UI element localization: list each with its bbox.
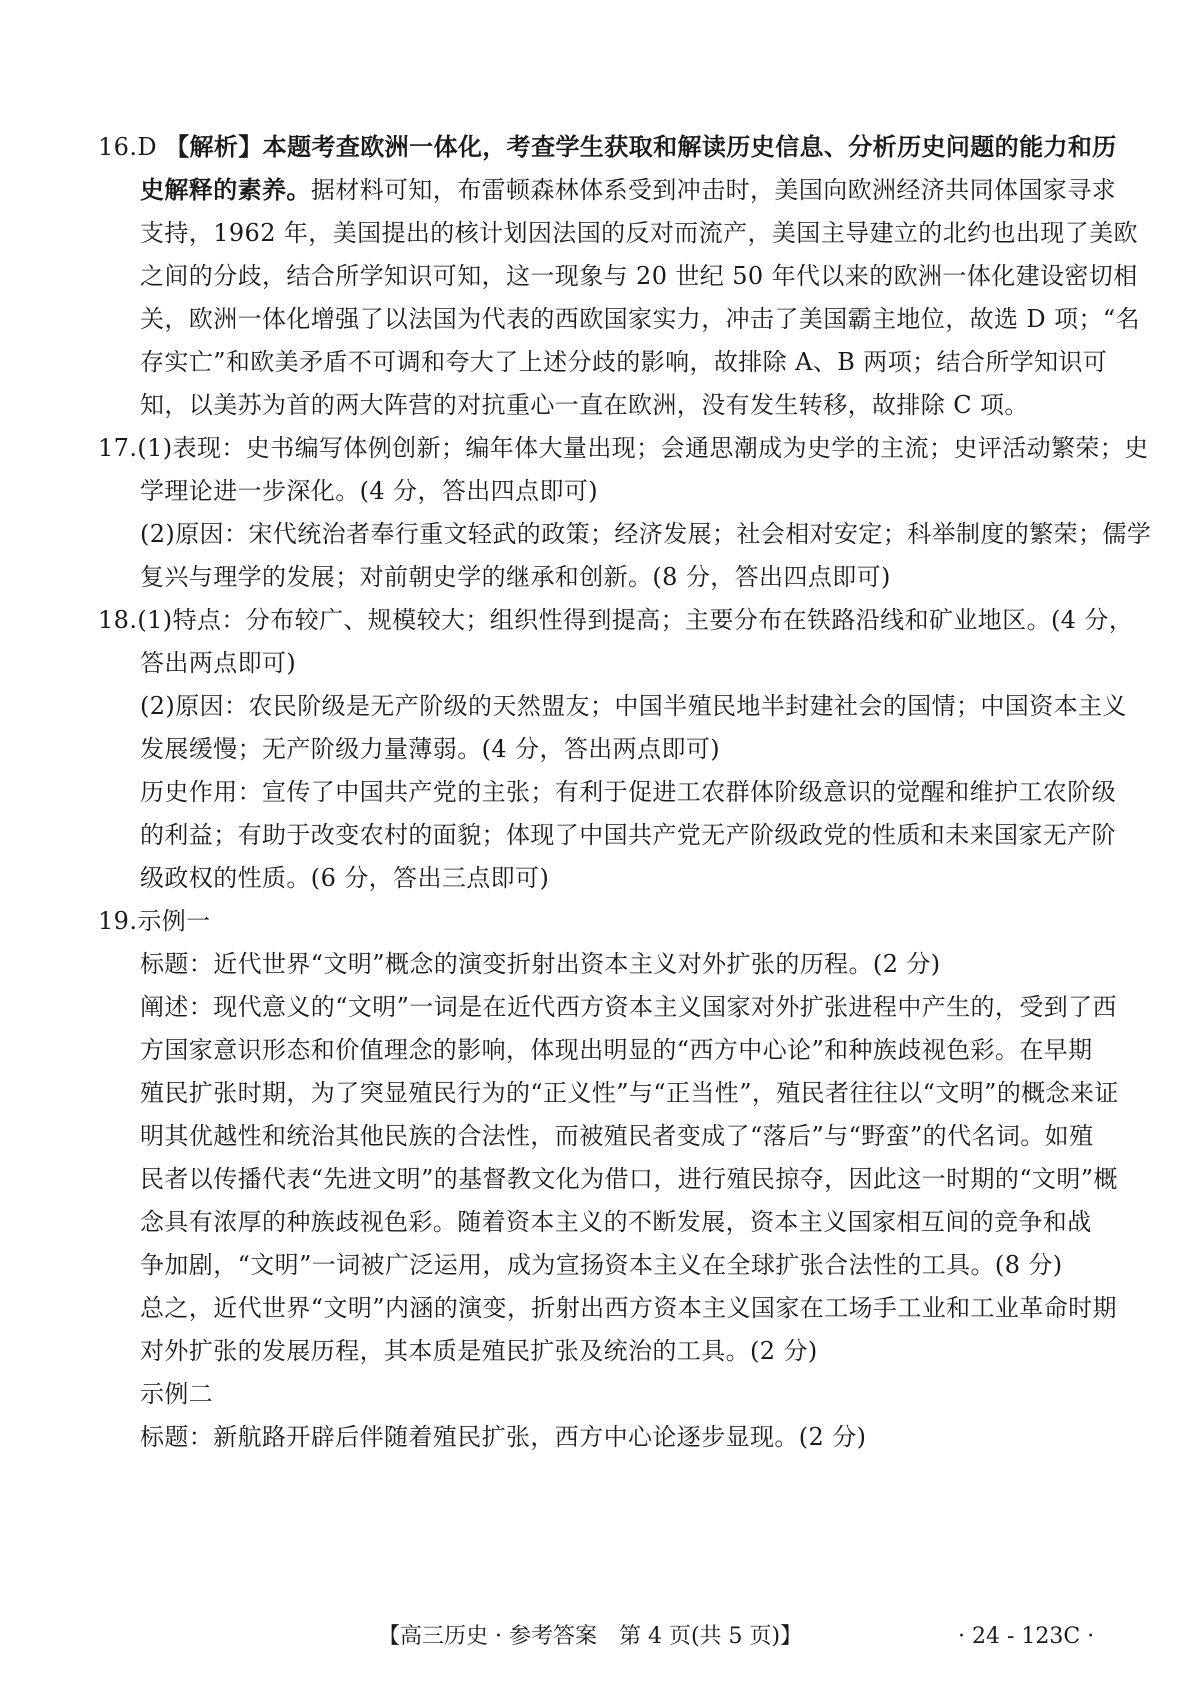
q17-part2-line-1: (2)原因：宋代统治者奉行重文轻武的政策；经济发展；社会相对安定；科举制度的繁荣；儒学 — [140, 520, 1152, 548]
q19-example1-body-7: 争加剧，“文明”一词被广泛运用，成为宣扬资本主义在全球扩张合法性的工具。(8 分) — [140, 1251, 1063, 1279]
q17-part2-line-2: 复兴与理学的发展；对前朝史学的继承和创新。(8 分，答出四点即可) — [140, 563, 891, 591]
q16-intro-2: 史解释的素养。 — [140, 175, 311, 204]
q19-example1-body-5: 民者以传播代表“先进文明”的基督教文化为借口，进行殖民掠夺，因此这一时期的“文明”概 — [140, 1165, 1118, 1193]
q19-example1-summary-2: 对外扩张的发展历程，其本质是殖民扩张及统治的工具。(2 分) — [140, 1337, 818, 1365]
q16-line-5: 关，欧洲一体化增强了以法国为代表的西欧国家实力，冲击了美国霸主地位，故选 D 项；“名 — [140, 305, 1140, 333]
q18-part3-line-3: 级政权的性质。(6 分，答出三点即可) — [140, 864, 550, 892]
q18-part3-line-2: 的利益；有助于改变农村的面貌；体现了中国共产党无产阶级政党的性质和未来国家无产阶 — [140, 821, 1116, 849]
q18-part2-line-1: (2)原因：农民阶级是无产阶级的天然盟友；中国半殖民地半封建社会的国情；中国资本主义 — [140, 692, 1127, 720]
q16-line-7: 知，以美苏为首的两大阵营的对抗重心一直在欧洲，没有发生转移，故排除 C 项。 — [140, 391, 1029, 419]
q19-example2-title: 标题：新航路开辟后伴随着殖民扩张，西方中心论逐步显现。(2 分) — [140, 1423, 867, 1451]
page-footer-code: · 24 - 123C · — [958, 1624, 1095, 1649]
q19-example1-body-2: 方国家意识形态和价值理念的影响，体现出明显的“西方中心论”和种族歧视色彩。在早期 — [140, 1036, 1093, 1064]
q16-line-1 — [98, 130, 1117, 164]
q16-intro-1: 本题考查欧洲一体化，考查学生获取和解读历史信息、分析历史问题的能力和历 — [262, 132, 1117, 161]
q17-number: 17. — [98, 434, 138, 462]
q16-line-4: 之间的分歧，结合所学知识可知，这一现象与 20 世纪 50 年代以来的欧洲一体化建设密切相 — [140, 262, 1138, 290]
q17-part1-text-1: (1)表现：史书编写体例创新；编年体大量出现；会通思潮成为史学的主流；史评活动繁荣；史 — [137, 434, 1149, 462]
q19-example1-body-4: 明其优越性和统治其他民族的合法性，而被殖民者变成了“落后”与“野蛮”的代名词。如殖 — [140, 1122, 1094, 1150]
q16-line-2 — [140, 173, 1116, 207]
q18-line-1 — [98, 603, 1133, 637]
page-footer-label: 【高三历史 · 参考答案 第 4 页(共 5 页)】 — [378, 1624, 803, 1649]
q16-number: 16. — [98, 133, 138, 161]
q18-part1-line-2: 答出两点即可) — [140, 649, 297, 677]
q19-example1-label: 示例一 — [137, 907, 211, 935]
q19-number: 19. — [98, 907, 138, 935]
q19-line-1 — [98, 904, 211, 938]
q18-part2-line-2: 发展缓慢；无产阶级力量薄弱。(4 分，答出两点即可) — [140, 735, 721, 763]
q18-part1-text-1: (1)特点：分布较广、规模较大；组织性得到提高；主要分布在铁路沿线和矿业地区。(4 分， — [137, 606, 1134, 634]
q16-line-6: 存实亡”和欧美矛盾不可调和夸大了上述分歧的影响，故排除 A、B 两项；结合所学知识可 — [140, 348, 1108, 376]
q19-example2-label: 示例二 — [140, 1380, 214, 1408]
q17-part1-line-2: 学理论进一步深化。(4 分，答出四点即可) — [140, 477, 599, 505]
q16-text-2: 据材料可知，布雷顿森林体系受到冲击时，美国向欧洲经济共同体国家寻求 — [310, 176, 1117, 204]
q18-part3-line-1: 历史作用：宣传了中国共产党的主张；有利于促进工农群体阶级意识的觉醒和维护工农阶级 — [140, 778, 1116, 806]
q19-example1-body-1: 阐述：现代意义的“文明”一词是在近代西方资本主义国家对外扩张进程中产生的，受到了西 — [140, 993, 1117, 1021]
q19-example1-body-3: 殖民扩张时期，为了突显殖民行为的“正义性”与“正当性”，殖民者往往以“文明”的概念来证 — [140, 1079, 1119, 1107]
q17-line-1 — [98, 431, 1149, 465]
q19-example1-title: 标题：近代世界“文明”概念的演变折射出资本主义对外扩张的历程。(2 分) — [140, 950, 941, 978]
q16-line-3: 支持，1962 年，美国提出的核计划因法国的反对而流产，美国主导建立的北约也出现了美欧 — [140, 219, 1138, 247]
q16-analysis-tag: 【解析】 — [165, 132, 263, 161]
q19-example1-summary-1: 总之，近代世界“文明”内涵的演变，折射出西方资本主义国家在工场手工业和工业革命时期 — [140, 1294, 1117, 1322]
q18-number: 18. — [98, 606, 138, 634]
q19-example1-body-6: 念具有浓厚的种族歧视色彩。随着资本主义的不断发展，资本主义国家相互间的竞争和战 — [140, 1208, 1092, 1236]
q16-answer: D — [137, 133, 158, 161]
